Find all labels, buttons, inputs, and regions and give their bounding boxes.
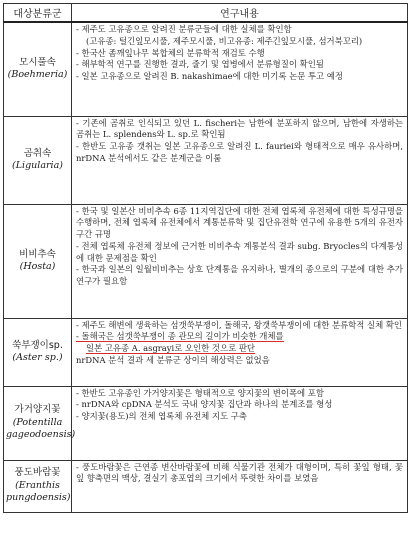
taxon-korean-name: 비비추속 <box>19 248 56 260</box>
content-line <box>76 331 403 343</box>
table-header-row <box>4 4 408 23</box>
taxon-scientific-name: (Aster sp.) <box>12 352 63 363</box>
highlighted-text: - 돌해국은 섬갯쑥부쟁이 종 관모의 길이가 비슷한 개체를 <box>76 331 284 342</box>
header-target-taxon: 대상분류군 <box>4 4 72 23</box>
taxon-cell <box>4 318 72 386</box>
content-line: - 풍도바람꽃은 근연종 변산바람꽃에 비해 식물기관 전체가 대형이며, 특히 꽃잎 형태, 꽃잎 향축면의 맥상, 결실기 총포엽의 크기에서 뚜렷한 차이를 보였음 <box>76 461 403 484</box>
taxon-scientific-name: (Eranthis pungdoensis) <box>6 479 71 504</box>
taxon-scientific-name: (Hosta) <box>19 261 56 272</box>
content-line: - 일본 고유종으로 알려진 B. nakashimae에 대한 미기록 논문 투고 예정 <box>76 71 343 82</box>
content-line: - 한국산 좀깨잎나무 복합체의 분류학적 재검토 수행 <box>76 47 265 58</box>
content-line: - nrDNA와 cpDNA 분석도 국내 양지꽃 집단과 하나의 분계조를 형성 <box>76 399 333 410</box>
table-row <box>4 22 408 116</box>
content-cell <box>72 318 408 386</box>
taxon-cell <box>4 22 72 116</box>
table-row <box>4 204 408 318</box>
taxon-cell <box>4 386 76 460</box>
header-research-content: 연구내용 <box>72 4 408 23</box>
highlighted-text: 일본 고유종 A. asgrayi로 오인한 것으로 판단 <box>86 343 256 354</box>
content-line: - 기존에 곰취로 인식되고 있던 L. fischeri는 남한에 분포하지 않으며, 남한에 자생하는 곰취는 L. splendens와 L. sp.로 확인됨 <box>76 117 403 140</box>
research-table <box>3 3 408 513</box>
content-line: (고유종: 털긴잎모시풀, 제주모시풀, 비고유종: 제주긴잎모시풀, 섬거북꼬리) <box>86 35 363 46</box>
taxon-korean-name: 모시풀속 <box>19 56 56 68</box>
content-line: - 해부학적 연구를 진행한 결과, 줄기 및 엽병에서 분류형질이 확인됨 <box>76 59 324 70</box>
taxon-scientific-name: (Ligularia) <box>12 160 63 171</box>
table-row <box>4 386 408 460</box>
taxon-korean-name: 풍도바람꽃 <box>14 467 61 479</box>
content-line: - 양지꽃(용도)의 전체 엽록체 유전체 지도 구축 <box>76 411 247 422</box>
taxon-korean-name: 곰취속 <box>23 147 52 159</box>
table-row <box>4 116 408 204</box>
content-cell <box>72 386 408 460</box>
content-cell <box>72 204 408 318</box>
content-cell <box>72 460 408 512</box>
taxon-korean-name: 가거양지꽃 <box>14 404 61 416</box>
table-row <box>4 460 408 512</box>
content-line: - 한반도 고유종 갯취는 일본 고유종으로 알려진 L. fauriei와 형태적으로 매우 유사하며, nrDNA 분석에서도 같은 분계군을 이룸 <box>76 141 403 163</box>
taxon-cell <box>4 204 72 318</box>
content-line: - 제주도 고유종으로 알려진 분류군들에 대한 실체를 확인함 <box>76 24 292 34</box>
taxon-korean-name: 쑥부쟁이sp. <box>12 339 63 351</box>
content-cell <box>72 116 408 204</box>
taxon-scientific-name: (Potentilla gageodoensis) <box>6 416 76 441</box>
taxon-cell <box>4 460 72 512</box>
content-line: - 전체 엽록체 유전체 정보에 근거한 비비추속 계통분석 결과 subg. Bryocles의 다계통성에 대한 문제점을 확인 <box>76 240 403 263</box>
content-line: - 한반도 고유종인 가거양지꽃은 형태적으로 양지꽃의 변이폭에 포함 <box>76 387 324 398</box>
table-row <box>4 318 408 386</box>
content-line: nrDNA 분석 결과 세 분류군 상이의 해상력은 없었음 <box>76 354 270 365</box>
content-line: - 제주도 해변에 생육하는 섬갯쑥부쟁이, 돌해국, 왕갯쑥부쟁이에 대한 분류학적 실체 확인 <box>76 319 403 330</box>
content-line: - 한국 및 일본산 비비추속 6종 11지역집단에 대한 전체 엽록체 유전체에 대한 특성규명을 수행하며, 전체 엽록체 유전체에서 계통분류학 및 집단유전학 연구에 유용한 5개의 유전자구간 규명 <box>76 205 403 240</box>
content-cell <box>72 22 408 116</box>
taxon-scientific-name: (Boehmeria) <box>7 69 68 81</box>
taxon-cell <box>4 116 72 204</box>
content-line: - 한국과 일본의 일월비비추는 상호 단계통을 유지하나, 별개의 종으로의 구분에 대한 추가 연구가 필요함 <box>76 264 403 287</box>
content-line <box>76 343 403 355</box>
